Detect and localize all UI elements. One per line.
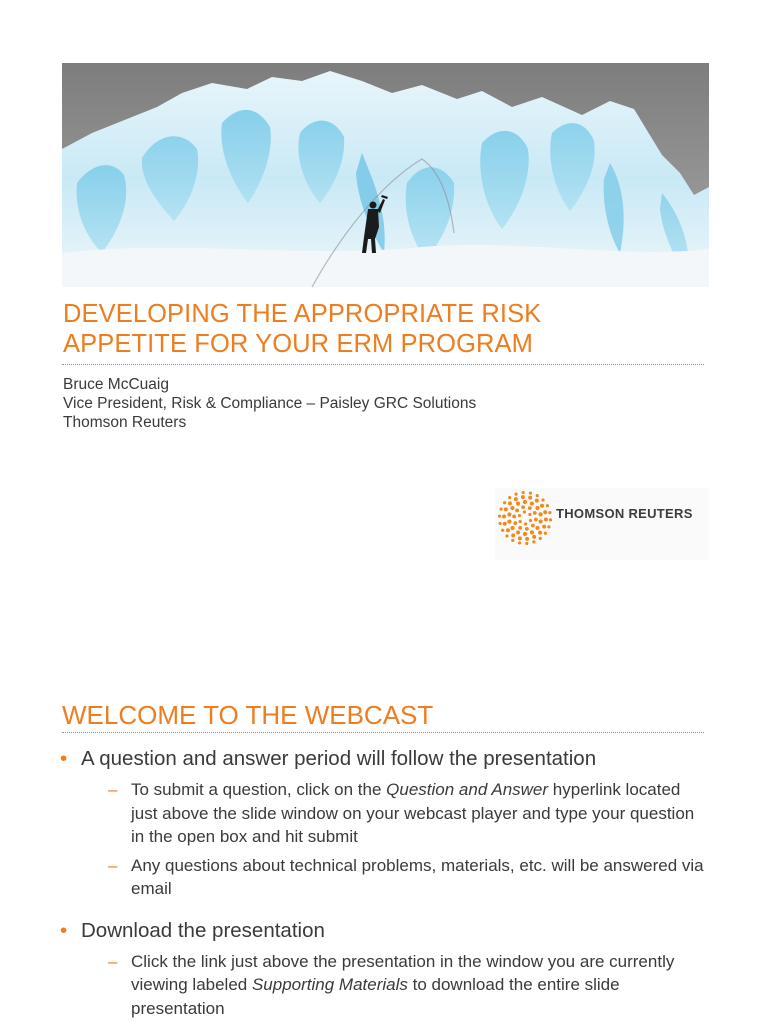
glacier-photo (62, 63, 709, 287)
bullet-text: Download the presentation (81, 918, 325, 942)
logo-text: THOMSON REUTERS (556, 506, 693, 521)
sub-bullet (81, 778, 708, 849)
sub-text: To submit a question, click on the (131, 780, 387, 799)
question-and-answer-link-text: Question and Answer (386, 780, 549, 799)
sub-bullet (81, 854, 708, 901)
bullet-dot-icon: • (60, 747, 68, 770)
spacer (60, 906, 708, 917)
author-block (63, 375, 476, 432)
dash-icon: – (108, 855, 118, 875)
bullet-list (60, 745, 708, 1025)
bullet-download (60, 917, 708, 1021)
sub-list (81, 778, 708, 901)
slide-title-line-1: DEVELOPING THE APPROPRIATE RISK (63, 300, 542, 328)
thomson-reuters-logo (495, 488, 709, 560)
slide-title (63, 299, 703, 359)
author-role: Vice President, Risk & Compliance – Paisley GRC Solutions (63, 395, 477, 412)
sub-text: Click the link just above the presentation in the window you are currently viewing labeled (131, 951, 675, 994)
supporting-materials-link-text: Supporting Materials (251, 975, 408, 994)
slide-title-line-2: APPETITE FOR YOUR ERM PROGRAM (63, 330, 533, 358)
bullet-text: A question and answer period will follow the presentation (81, 747, 597, 770)
author-name: Bruce McCuaig (63, 376, 169, 393)
sub-text-continued: to download the entire slide presentation (131, 975, 620, 1018)
webcast-title: WELCOME TO THE WEBCAST (62, 700, 434, 730)
logo-dots-icon (497, 490, 553, 546)
author-company: Thomson Reuters (63, 414, 187, 431)
sub-text: Any questions about technical problems, materials, etc. will be answered via email (131, 855, 704, 898)
bullet-qa (60, 745, 708, 901)
sub-bullet (81, 950, 708, 1021)
sub-list (81, 950, 708, 1021)
sub-text-continued: hyperlink located just above the slide window on your webcast player and type your question in the open box and hit submit (131, 780, 695, 846)
dash-icon: – (108, 780, 118, 799)
bullet-dot-icon: • (60, 918, 68, 942)
webcast-divider (62, 732, 704, 733)
title-divider (62, 364, 704, 365)
dash-icon: – (108, 951, 118, 971)
